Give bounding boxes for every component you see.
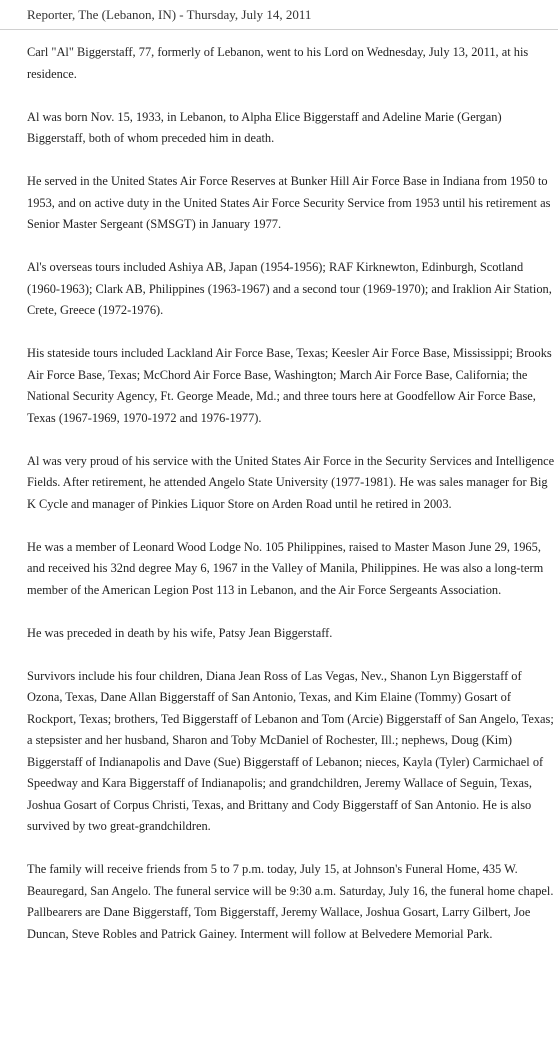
paragraph-career: Al was very proud of his service with the United States Air Force in the Security Services and Intelligence Fields. After retirement, he attended Angelo State University (1977-1981). He was sales manager for Big K Cycle and manager of Pinkies Liquor Store on Arden Road until he retired in 2003. (27, 453, 555, 511)
paragraph-preceded: He was preceded in death by his wife, Patsy Jean Biggerstaff. (27, 625, 333, 640)
paragraph-memberships: He was a member of Leonard Wood Lodge No. 105 Philippines, raised to Master Mason June 29, 1965, and received his 32nd degree May 6, 1967 in the Valley of Manila, Philippines. He was also a long-term member of the American Legion Post 113 in Lebanon, and the Air Force Sergeants Association. (27, 539, 544, 597)
paragraph-intro: Carl "Al" Biggerstaff, 77, formerly of Lebanon, went to his Lord on Wednesday, July 13, 2011, at his residence. (27, 45, 529, 81)
paragraph-birth: Al was born Nov. 15, 1933, in Lebanon, to Alpha Elice Biggerstaff and Adeline Marie (Gergan) Biggerstaff, both of whom preceded him in death. (27, 109, 502, 145)
paragraph-service: He served in the United States Air Force Reserves at Bunker Hill Air Force Base in Indiana from 1950 to 1953, and on active duty in the United States Air Force Security Service from 1953 until his retirement as Senior Master Sergeant (SMSGT) in January 1977. (27, 174, 551, 231)
source-header (0, 0, 558, 30)
source-line: Reporter, The (Lebanon, IN) - Thursday, July 14, 2011 (27, 7, 312, 22)
paragraph-stateside-tours: His stateside tours included Lackland Air Force Base, Texas; Keesler Air Force Base, Mississippi; Brooks Air Force Base, Texas; McChord Air Force Base, Washington; March Air Force Base, California; the National Security Agency, Ft. George Meade, Md.; and three tours here at Goodfellow Air Force Base, Texas (1967-1969, 1970-1972 and 1976-1977). (27, 346, 552, 425)
paragraph-services: The family will receive friends from 5 to 7 p.m. today, July 15, at Johnson's Funeral Home, 435 W. Beauregard, San Angelo. The funeral service will be 9:30 a.m. Saturday, July 16, the funeral home chapel. Pallbearers are Dane Biggerstaff, Tom Biggerstaff, Jeremy Wallace, Joshua Gosart, Larry Gilbert, Joe Duncan, Steve Robles and Patrick Gainey. Interment will follow at Belvedere Memorial Park. (27, 862, 554, 941)
paragraph-overseas-tours: Al's overseas tours included Ashiya AB, Japan (1954-1956); RAF Kirknewton, Edinburgh, Scotland (1960-1963); Clark AB, Philippines (1963-1967) and a second tour (1969-1970); and Iraklion Air Station, Crete, Greece (1972-1976). (27, 260, 552, 317)
obituary-article (27, 42, 557, 967)
paragraph-survivors: Survivors include his four children, Diana Jean Ross of Las Vegas, Nev., Shanon Lyn Biggerstaff of Ozona, Texas, Dane Allan Biggerstaff of San Antonio, Texas, and Kim Elaine (Tommy) Gosart of Rockport, Texas; brothers, Ted Biggerstaff of Lebanon and Tom (Arcie) Biggerstaff of San Angelo, Texas; a stepsister and her husband, Sharon and Toby McDaniel of Rochester, Ill.; nephews, Doug (Kim) Biggerstaff of Indianapolis and Dave (Sue) Biggerstaff of Lebanon; nieces, Kayla (Tyler) Carmichael of Speedway and Kara Biggerstaff of Indianapolis; and grandchildren, Jeremy Wallace of Seguin, Texas, Joshua Gosart of Corpus Christi, Texas, and Brittany and Cody Biggerstaff of San Antonio. He is also survived by two great-grandchildren. (27, 668, 554, 833)
